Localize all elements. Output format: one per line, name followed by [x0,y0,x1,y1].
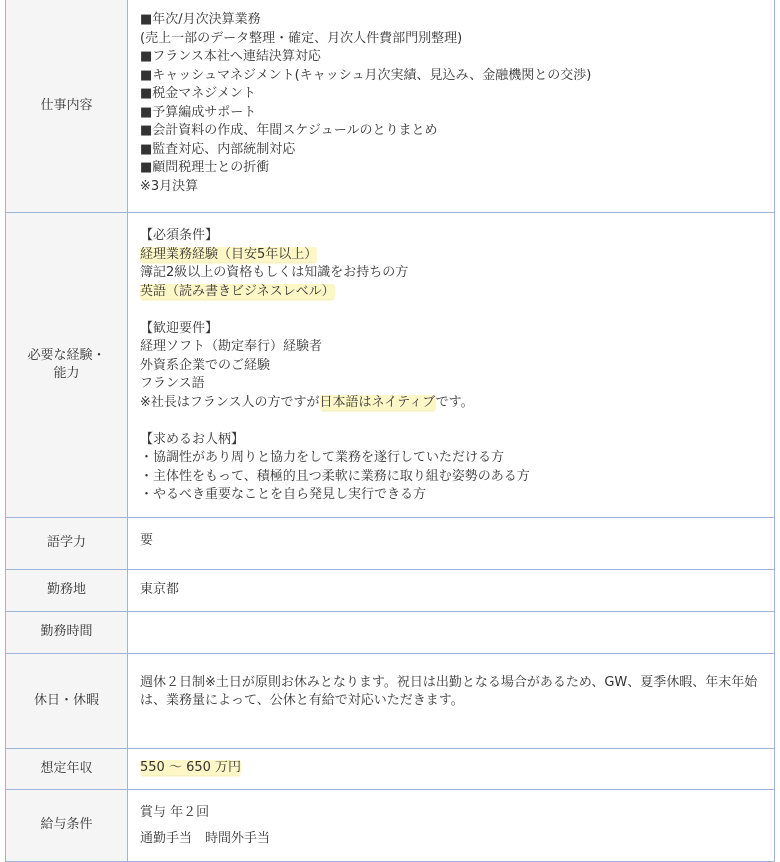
persona-heading: 【求めるお人柄】 [140,431,245,447]
requirements-content [128,213,775,518]
language-row [6,517,775,569]
pay-line: 通勤手当 時間外手当 [140,831,271,846]
duties-label: 仕事内容 [6,0,128,213]
salary-value: 550 ～ 650 万円 [140,760,242,776]
duties-line: ■監査対応、内部統制対応 [140,141,296,157]
duties-line: ■会計資料の作成、年間スケジュールのとりまとめ [140,123,438,138]
pay-content [128,789,775,861]
language-value: 要 [128,517,775,569]
welcome-item: 外資系企業でのご経験 [140,357,271,373]
required-heading: 【必須条件】 [140,228,219,243]
duties-line: ■キャッシュマネジメント(キャッシュ月次実績、見込み、金融機関との交渉) [140,67,592,83]
welcome-item: 経理ソフト（勘定奉行）経験者 [140,339,323,354]
persona-item: ・やるべき重要なことを自ら発見し実行できる方 [140,487,427,502]
pay-row [6,789,775,861]
duties-line: ■予算編成サポート [140,104,257,120]
requirements-label-line1: 必要な経験・ [27,347,106,363]
salary-value-cell [128,748,775,789]
welcome-note-pre: ※社長はフランス人の方ですが [140,394,320,410]
holidays-text: 週休２日制※土日が原則お休みとなります。祝日は出勤となる場合があるため、GW、夏季休暇、年末年始は、業務量によって、公休と有給で対応いただきます。 [140,674,758,708]
required-item-highlighted: 経理業務経験（目安5年以上） [140,246,318,262]
salary-row [6,748,775,789]
welcome-note-highlight: 日本語はネイティブ [319,394,436,410]
salary-label: 想定年収 [6,748,128,789]
pay-line: 賞与 年２回 [140,804,210,820]
required-item-highlighted: 英語（読み書きビジネスレベル） [140,283,335,299]
location-label: 勤務地 [6,569,128,611]
location-row [6,569,775,611]
requirements-label [6,213,128,518]
duties-line: ■フランス本社へ連結決算対応 [140,49,321,64]
welcome-item-note [140,394,762,413]
persona-item: ・協調性があり周りと協力をして業務を遂行していただける方 [140,450,505,465]
welcome-note-post: です。 [435,394,474,410]
welcome-heading: 【歓迎要件】 [140,320,219,336]
duties-line: ■顧問税理士との折衝 [140,160,270,175]
holidays-row [6,653,775,748]
pay-label: 給与条件 [6,789,128,861]
hours-value [128,611,775,653]
welcome-item: フランス語 [140,376,205,391]
duties-line: ■税金マネジメント [140,86,256,101]
location-value: 東京都 [128,569,775,611]
persona-item: ・主体性をもって、積極的且つ柔軟に業務に取り組む姿勢のある方 [140,468,530,484]
duties-line: ■年次/月次決算業務 [140,12,261,27]
holidays-label: 休日・休暇 [6,653,128,748]
duties-content [128,0,775,213]
duties-line: (売上一部のデータ整理・確定、月次人件費部門別整理) [140,30,463,46]
requirements-row [6,213,775,518]
hours-label: 勤務時間 [6,611,128,653]
duties-line: ※3月決算 [140,178,199,194]
hours-row [6,611,775,653]
duties-row [6,0,775,213]
required-item: 簿記2級以上の資格もしくは知識をお持ちの方 [140,265,409,280]
language-label: 語学力 [6,517,128,569]
requirements-label-line2: 能力 [53,365,80,381]
job-details-table [5,0,775,862]
holidays-value [128,653,775,748]
